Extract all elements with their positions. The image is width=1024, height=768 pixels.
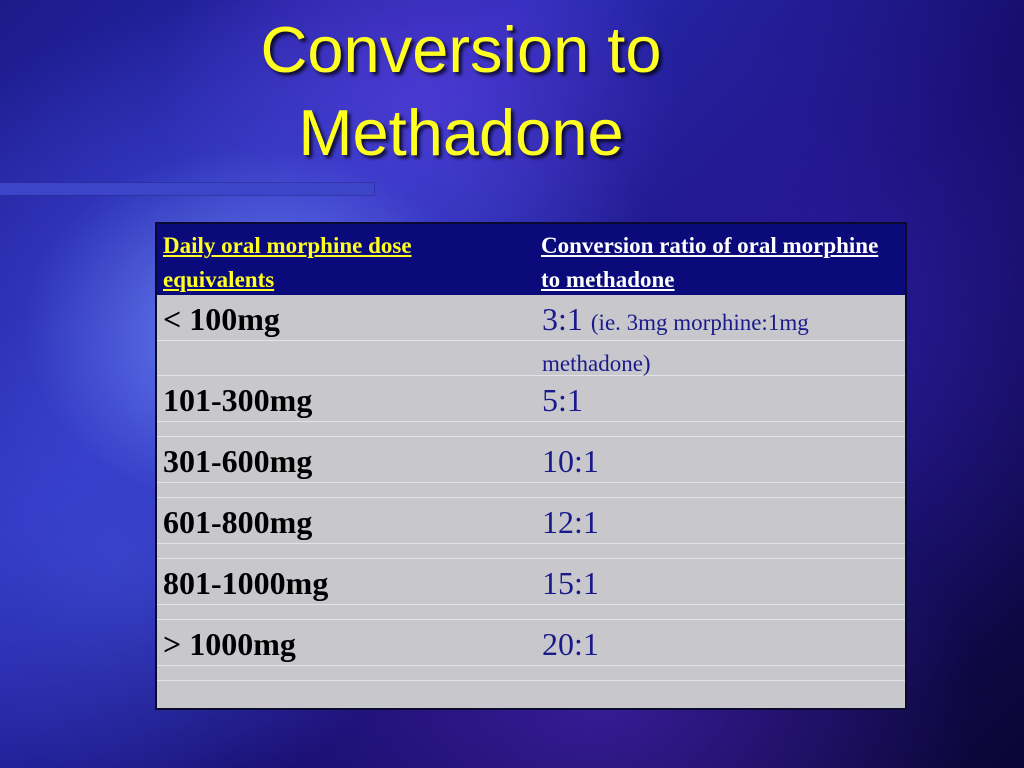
header-dose: Daily oral morphine dose equivalents xyxy=(163,233,412,292)
table-row xyxy=(157,376,905,437)
table-row xyxy=(157,559,905,620)
ratio-value: 3:1 xyxy=(542,301,583,337)
table-header xyxy=(157,224,905,295)
dose-cell: 601-800mg xyxy=(163,504,313,540)
ratio-cell: 12:1 xyxy=(542,504,599,540)
title-line-2: Methadone xyxy=(298,96,624,169)
table-row xyxy=(157,498,905,559)
ratio-cell: 20:1 xyxy=(542,626,599,662)
ratio-cell xyxy=(542,299,902,381)
header-ratio: Conversion ratio of oral morphine to methadone xyxy=(541,233,879,292)
table-row xyxy=(157,620,905,681)
table-row xyxy=(157,437,905,498)
dose-cell: 301-600mg xyxy=(163,443,313,479)
title-line-1: Conversion to xyxy=(260,13,662,86)
table-row xyxy=(157,295,905,376)
slide-title xyxy=(0,8,922,174)
dose-cell: 101-300mg xyxy=(163,382,313,418)
conversion-table xyxy=(155,222,907,710)
dose-cell: 801-1000mg xyxy=(163,565,329,601)
ratio-cell: 5:1 xyxy=(542,382,583,418)
dose-cell: > 1000mg xyxy=(163,626,296,662)
ratio-note: (ie. 3mg morphine:1mg methadone) xyxy=(542,310,809,376)
ratio-cell: 15:1 xyxy=(542,565,599,601)
decorative-bar xyxy=(0,183,374,195)
ratio-cell: 10:1 xyxy=(542,443,599,479)
dose-cell: < 100mg xyxy=(163,301,280,337)
